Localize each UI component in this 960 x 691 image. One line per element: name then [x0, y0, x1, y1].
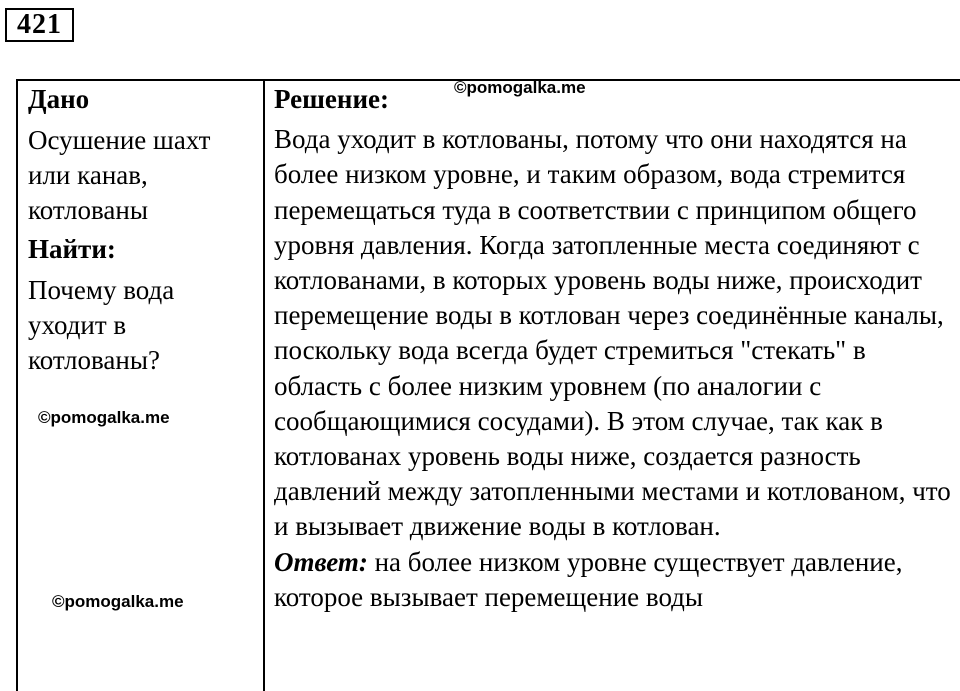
given-text: Осушение шахт или канав, котлованы — [28, 125, 211, 225]
find-heading: Найти: — [28, 234, 116, 264]
answer-text: на более низком уровне существует давление, которое вызывает перемещение воды — [274, 546, 903, 612]
solution-column — [274, 82, 956, 615]
column-divider — [263, 79, 265, 691]
watermark-middle: ©pomogalka.me — [38, 408, 170, 427]
task-number-box — [5, 8, 74, 42]
task-number: 421 — [17, 9, 62, 40]
solution-heading: Решение: — [274, 84, 389, 114]
solution-body — [274, 122, 956, 615]
given-column — [28, 82, 258, 378]
watermark-top: ©pomogalka.me — [454, 78, 586, 97]
answer-label: Ответ: — [274, 546, 368, 577]
given-heading: Дано — [28, 84, 90, 114]
find-text: Почему вода уходит в котлованы? — [28, 275, 175, 375]
solution-text: Вода уходит в котлованы, потому что они находятся на более низком уровне, и таким образом, вода стремится перемещаться туда в соответствии с принципом общего уровня давления. Когда затопленные места соединяют с котлованами, в которых уровень воды ниже, происходит перемещение воды в котлован через соединённые каналы, поскольку вода всегда будет стремиться "стекать" в область с более низким уровнем (по аналогии с сообщающимися сосудами). В этом случае, так как в котлованах уровень воды ниже, создается разность давлений между затопленными местами и котлованом, что и вызывает движение воды в котлован. — [274, 124, 951, 542]
watermark-bottom: ©pomogalka.me — [52, 592, 184, 611]
